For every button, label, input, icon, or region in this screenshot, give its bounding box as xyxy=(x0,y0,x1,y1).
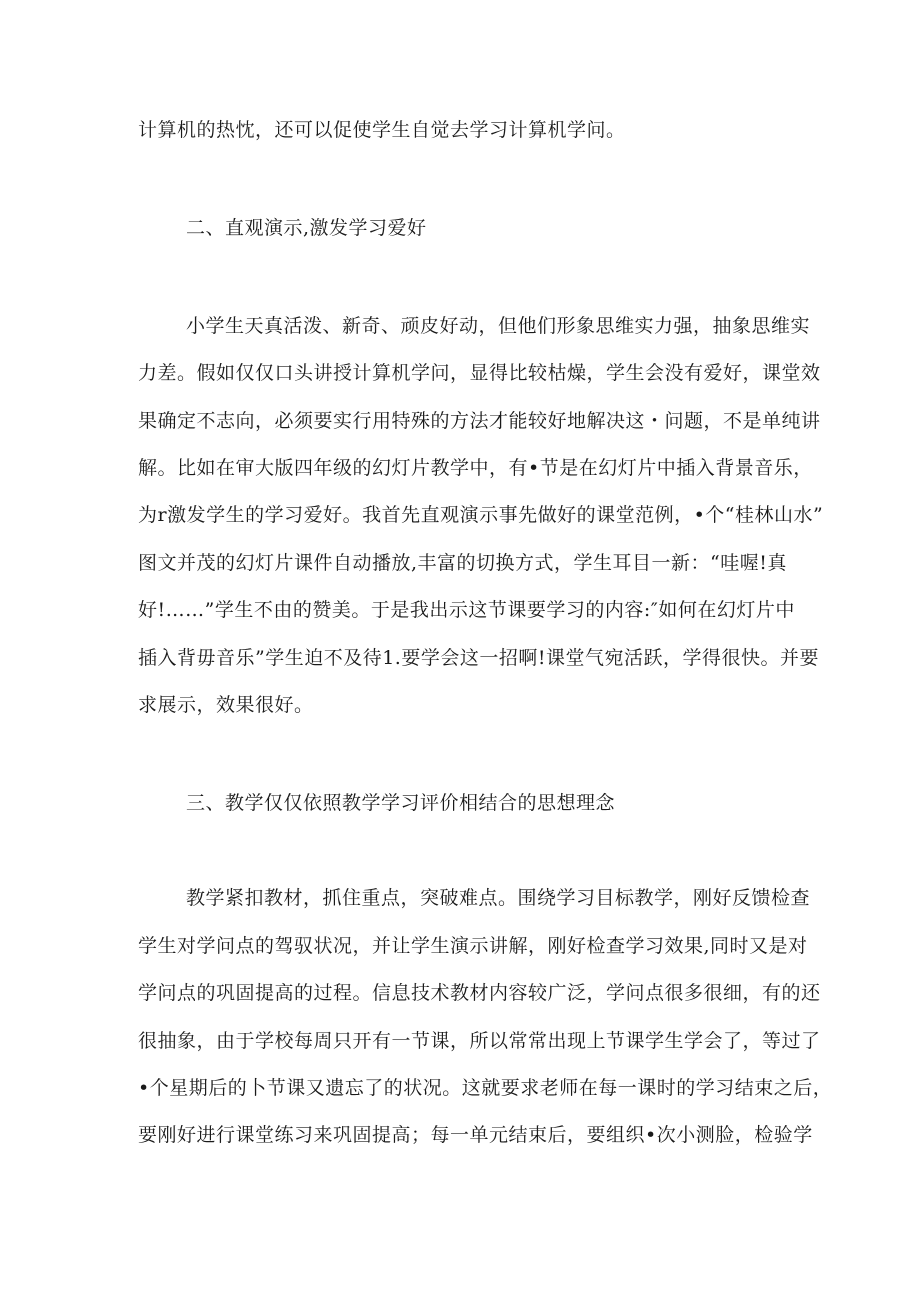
paragraph-line: 学生对学问点的驾驭状况，并让学生演示讲解，刚好检查学习效果,同时又是对 xyxy=(138,935,808,957)
paragraph-line: 解。比如在审大版四年级的幻灯片教学中，有•节是在幻灯片中插入背景音乐， xyxy=(138,457,813,479)
paragraph-line: 小学生天真活泼、新奇、顽皮好动，但他们形象思维实力强，抽象思维实 xyxy=(186,315,811,337)
paragraph-line: 要刚好进行课堂练习来巩固提高；每一单元结束后，要组织•次小测脸，检验学 xyxy=(138,1124,813,1146)
paragraph-line: 为r激发学生的学习爱好。我首先直观演示事先做好的课堂范例，•个“桂林山水” xyxy=(138,504,824,526)
paragraph-line: •个星期后的卜节课又遗忘了的状况。这就要求老师在每一课时的学习结束之后， xyxy=(138,1077,833,1099)
section-2-heading: 二、直观演示,激发学习爱好 xyxy=(186,217,427,239)
paragraph-line: 图文并茂的幻灯片课件自动播放,丰富的切换方式，学生耳目一新：“哇喔!真 xyxy=(138,552,787,574)
intro-line: 计算机的热忱，还可以促使学生自觉去学习计算机学问。 xyxy=(138,119,626,141)
paragraph-line: 好!……”学生不由的赞美。于是我出示这节课要学习的内容:″如何在幻灯片中 xyxy=(138,599,795,621)
paragraph-line: 力差。假如仅仅口头讲授计算机学问，显得比较枯燥，学生会没有爱好，课堂效 xyxy=(138,362,821,384)
section-3-heading: 三、教学仅仅依照教学学习评价相结合的思想理念 xyxy=(186,792,616,814)
paragraph-line: 果确定不志向，必须要实行用特殊的方法才能较好地解决这・问题，不是单纯讲 xyxy=(138,410,821,432)
paragraph-line: 求展示，效果很好。 xyxy=(138,694,314,716)
paragraph-line: 插入背毋音乐”学生迫不及待1.要学会这一招啊!课堂气宛活跃，学得很快。并要 xyxy=(138,647,819,669)
paragraph-line: 教学紧扣教材，抓住重点，突破难点。围绕学习目标教学，刚好反馈检查 xyxy=(186,887,811,909)
paragraph-line: 很抽象，由于学校每周只开有一节课，所以常常出现上节课学生学会了，等过了 xyxy=(138,1030,821,1052)
paragraph-line: 学问点的巩固提高的过程。信息技术教材内容较广泛，学问点很多很细，有的还 xyxy=(138,982,821,1004)
